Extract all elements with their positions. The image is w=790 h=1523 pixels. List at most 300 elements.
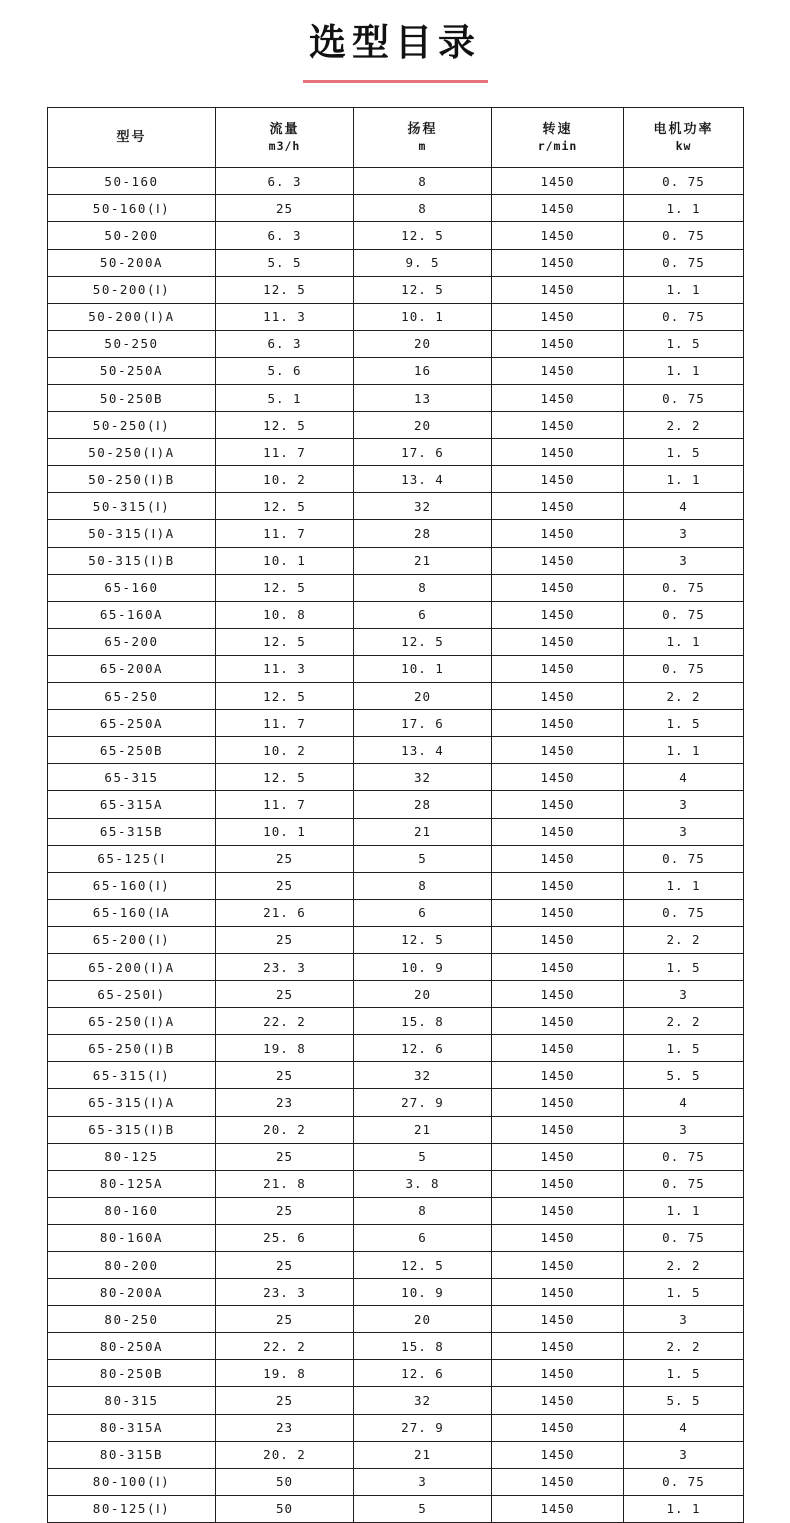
cell-flow: 20. 2 — [216, 1441, 354, 1468]
cell-speed: 1450 — [492, 493, 624, 520]
table-row — [48, 926, 744, 953]
cell-power: 1. 1 — [624, 195, 744, 222]
table-row — [48, 303, 744, 330]
cell-head: 6 — [354, 899, 492, 926]
cell-model: 50-250A — [48, 357, 216, 384]
table-row — [48, 330, 744, 357]
table-row — [48, 1224, 744, 1251]
cell-model: 80-315A — [48, 1414, 216, 1441]
cell-model: 80-315 — [48, 1387, 216, 1414]
cell-head: 20 — [354, 683, 492, 710]
cell-head: 8 — [354, 168, 492, 195]
column-header-flow-main: 流量 — [269, 121, 300, 137]
table-row — [48, 628, 744, 655]
cell-flow: 23. 3 — [216, 953, 354, 980]
table-row — [48, 1441, 744, 1468]
cell-power: 1. 1 — [624, 628, 744, 655]
cell-head: 17. 6 — [354, 439, 492, 466]
cell-flow: 11. 7 — [216, 791, 354, 818]
cell-flow: 12. 5 — [216, 276, 354, 303]
table-row — [48, 1197, 744, 1224]
cell-model: 65-200(Ⅰ)A — [48, 953, 216, 980]
cell-model: 50-250(Ⅰ) — [48, 412, 216, 439]
cell-model: 50-200(Ⅰ) — [48, 276, 216, 303]
cell-head: 21 — [354, 547, 492, 574]
cell-head: 21 — [354, 1116, 492, 1143]
cell-speed: 1450 — [492, 1279, 624, 1306]
table-row — [48, 574, 744, 601]
cell-speed: 1450 — [492, 1387, 624, 1414]
table-row — [48, 276, 744, 303]
cell-speed: 1450 — [492, 1333, 624, 1360]
cell-power: 0. 75 — [624, 1143, 744, 1170]
table-header — [48, 108, 744, 168]
cell-power: 3 — [624, 547, 744, 574]
cell-model: 65-315(Ⅰ)B — [48, 1116, 216, 1143]
cell-head: 32 — [354, 493, 492, 520]
cell-power: 5. 5 — [624, 1062, 744, 1089]
cell-head: 8 — [354, 195, 492, 222]
cell-head: 12. 5 — [354, 276, 492, 303]
cell-power: 1. 5 — [624, 710, 744, 737]
cell-flow: 25 — [216, 1306, 354, 1333]
cell-speed: 1450 — [492, 791, 624, 818]
cell-power: 3 — [624, 818, 744, 845]
cell-head: 28 — [354, 520, 492, 547]
cell-head: 8 — [354, 1197, 492, 1224]
cell-flow: 6. 3 — [216, 222, 354, 249]
cell-speed: 1450 — [492, 1062, 624, 1089]
table-row — [48, 249, 744, 276]
cell-flow: 25 — [216, 1143, 354, 1170]
cell-flow: 11. 3 — [216, 303, 354, 330]
cell-flow: 10. 1 — [216, 818, 354, 845]
cell-speed: 1450 — [492, 710, 624, 737]
cell-flow: 5. 1 — [216, 385, 354, 412]
cell-model: 50-315(Ⅰ)B — [48, 547, 216, 574]
column-header-head-main: 扬程 — [407, 121, 438, 137]
cell-power: 0. 75 — [624, 1468, 744, 1495]
cell-model: 65-160(Ⅰ) — [48, 872, 216, 899]
table-row — [48, 466, 744, 493]
cell-model: 50-250B — [48, 385, 216, 412]
cell-model: 65-315(Ⅰ) — [48, 1062, 216, 1089]
cell-power: 1. 1 — [624, 276, 744, 303]
cell-head: 10. 1 — [354, 303, 492, 330]
cell-flow: 12. 5 — [216, 412, 354, 439]
column-header-model — [48, 108, 216, 168]
cell-flow: 25 — [216, 1387, 354, 1414]
cell-power: 0. 75 — [624, 845, 744, 872]
cell-speed: 1450 — [492, 953, 624, 980]
table-row — [48, 1008, 744, 1035]
cell-flow: 21. 6 — [216, 899, 354, 926]
cell-speed: 1450 — [492, 899, 624, 926]
page-title: 选型目录 — [309, 21, 481, 64]
cell-speed: 1450 — [492, 168, 624, 195]
table-row — [48, 1306, 744, 1333]
cell-model: 50-315(Ⅰ) — [48, 493, 216, 520]
cell-head: 17. 6 — [354, 710, 492, 737]
cell-flow: 12. 5 — [216, 764, 354, 791]
cell-model: 50-160(Ⅰ) — [48, 195, 216, 222]
cell-speed: 1450 — [492, 1252, 624, 1279]
cell-head: 13. 4 — [354, 737, 492, 764]
cell-flow: 19. 8 — [216, 1035, 354, 1062]
table-row — [48, 953, 744, 980]
table-row — [48, 1143, 744, 1170]
cell-head: 27. 9 — [354, 1414, 492, 1441]
cell-model: 65-315A — [48, 791, 216, 818]
table-row — [48, 764, 744, 791]
cell-model: 80-160A — [48, 1224, 216, 1251]
cell-flow: 21. 8 — [216, 1170, 354, 1197]
cell-speed: 1450 — [492, 1495, 624, 1522]
cell-flow: 5. 6 — [216, 357, 354, 384]
table-row — [48, 737, 744, 764]
cell-head: 27. 9 — [354, 1089, 492, 1116]
column-header-speed — [492, 108, 624, 168]
table-row — [48, 168, 744, 195]
cell-power: 2. 2 — [624, 1252, 744, 1279]
cell-power: 0. 75 — [624, 601, 744, 628]
column-header-model-main: 型号 — [116, 129, 147, 145]
cell-power: 1. 1 — [624, 1197, 744, 1224]
cell-power: 1. 5 — [624, 1279, 744, 1306]
cell-speed: 1450 — [492, 195, 624, 222]
cell-model: 50-200(Ⅰ)A — [48, 303, 216, 330]
header-row — [48, 108, 744, 168]
cell-speed: 1450 — [492, 1089, 624, 1116]
cell-power: 2. 2 — [624, 412, 744, 439]
table-body — [48, 168, 744, 1523]
cell-speed: 1450 — [492, 872, 624, 899]
cell-power: 2. 2 — [624, 1008, 744, 1035]
cell-flow: 11. 7 — [216, 710, 354, 737]
cell-head: 5 — [354, 1495, 492, 1522]
column-header-speed-main: 转速 — [542, 121, 573, 137]
table-row — [48, 493, 744, 520]
cell-model: 80-250 — [48, 1306, 216, 1333]
cell-model: 80-125 — [48, 1143, 216, 1170]
cell-head: 5 — [354, 845, 492, 872]
cell-flow: 10. 2 — [216, 466, 354, 493]
cell-speed: 1450 — [492, 547, 624, 574]
cell-head: 21 — [354, 1441, 492, 1468]
cell-flow: 12. 5 — [216, 683, 354, 710]
table-row — [48, 412, 744, 439]
cell-power: 3 — [624, 791, 744, 818]
cell-model: 65-125(Ⅰ — [48, 845, 216, 872]
cell-flow: 25 — [216, 195, 354, 222]
cell-head: 21 — [354, 818, 492, 845]
cell-speed: 1450 — [492, 818, 624, 845]
cell-model: 80-160 — [48, 1197, 216, 1224]
cell-head: 13. 4 — [354, 466, 492, 493]
cell-head: 12. 6 — [354, 1360, 492, 1387]
cell-speed: 1450 — [492, 574, 624, 601]
cell-flow: 10. 8 — [216, 601, 354, 628]
table-row — [48, 710, 744, 737]
table-container — [0, 83, 790, 1523]
cell-head: 32 — [354, 1062, 492, 1089]
cell-speed: 1450 — [492, 276, 624, 303]
cell-power: 0. 75 — [624, 574, 744, 601]
cell-flow: 23. 3 — [216, 1279, 354, 1306]
table-row — [48, 547, 744, 574]
cell-flow: 25 — [216, 872, 354, 899]
cell-power: 0. 75 — [624, 899, 744, 926]
cell-flow: 23 — [216, 1089, 354, 1116]
cell-flow: 11. 7 — [216, 520, 354, 547]
cell-model: 80-200A — [48, 1279, 216, 1306]
cell-power: 1. 1 — [624, 872, 744, 899]
cell-power: 0. 75 — [624, 1170, 744, 1197]
cell-flow: 25 — [216, 1197, 354, 1224]
column-header-power-main: 电机功率 — [653, 121, 714, 137]
cell-head: 15. 8 — [354, 1333, 492, 1360]
cell-head: 8 — [354, 574, 492, 601]
cell-model: 65-250B — [48, 737, 216, 764]
cell-flow: 25 — [216, 1062, 354, 1089]
table-row — [48, 655, 744, 682]
table-row — [48, 845, 744, 872]
cell-flow: 10. 1 — [216, 547, 354, 574]
cell-model: 50-250(Ⅰ)A — [48, 439, 216, 466]
table-row — [48, 872, 744, 899]
cell-speed: 1450 — [492, 1360, 624, 1387]
table-row — [48, 791, 744, 818]
column-header-flow — [216, 108, 354, 168]
cell-power: 5. 5 — [624, 1387, 744, 1414]
cell-power: 1. 5 — [624, 439, 744, 466]
cell-head: 10. 9 — [354, 1279, 492, 1306]
cell-power: 0. 75 — [624, 385, 744, 412]
cell-speed: 1450 — [492, 1170, 624, 1197]
cell-model: 80-250B — [48, 1360, 216, 1387]
cell-model: 50-160 — [48, 168, 216, 195]
table-row — [48, 1360, 744, 1387]
cell-model: 80-315B — [48, 1441, 216, 1468]
table-row — [48, 1116, 744, 1143]
table-row — [48, 1035, 744, 1062]
cell-head: 15. 8 — [354, 1008, 492, 1035]
cell-model: 50-200 — [48, 222, 216, 249]
cell-power: 1. 5 — [624, 953, 744, 980]
cell-head: 6 — [354, 1224, 492, 1251]
cell-flow: 25 — [216, 926, 354, 953]
cell-speed: 1450 — [492, 1441, 624, 1468]
cell-head: 12. 5 — [354, 1252, 492, 1279]
cell-power: 2. 2 — [624, 926, 744, 953]
cell-model: 65-160A — [48, 601, 216, 628]
cell-speed: 1450 — [492, 520, 624, 547]
cell-power: 4 — [624, 1089, 744, 1116]
table-row — [48, 899, 744, 926]
cell-speed: 1450 — [492, 981, 624, 1008]
cell-head: 5 — [354, 1143, 492, 1170]
column-header-power-sub: kw — [675, 139, 692, 154]
cell-power: 3 — [624, 981, 744, 1008]
cell-power: 0. 75 — [624, 249, 744, 276]
cell-model: 65-250(Ⅰ)B — [48, 1035, 216, 1062]
table-row — [48, 981, 744, 1008]
table-row — [48, 683, 744, 710]
cell-model: 65-200 — [48, 628, 216, 655]
cell-flow: 12. 5 — [216, 628, 354, 655]
cell-head: 10. 1 — [354, 655, 492, 682]
cell-speed: 1450 — [492, 222, 624, 249]
cell-head: 16 — [354, 357, 492, 384]
cell-speed: 1450 — [492, 1224, 624, 1251]
cell-head: 10. 9 — [354, 953, 492, 980]
table-row — [48, 601, 744, 628]
cell-power: 3 — [624, 520, 744, 547]
cell-model: 80-125A — [48, 1170, 216, 1197]
title-block — [0, 0, 790, 83]
cell-model: 80-200 — [48, 1252, 216, 1279]
table-row — [48, 385, 744, 412]
cell-head: 20 — [354, 330, 492, 357]
cell-speed: 1450 — [492, 385, 624, 412]
selection-catalog-table — [47, 107, 744, 1523]
cell-model: 50-250(Ⅰ)B — [48, 466, 216, 493]
column-header-power — [624, 108, 744, 168]
cell-model: 80-250A — [48, 1333, 216, 1360]
cell-flow: 25 — [216, 981, 354, 1008]
cell-flow: 23 — [216, 1414, 354, 1441]
cell-flow: 6. 3 — [216, 330, 354, 357]
cell-speed: 1450 — [492, 1197, 624, 1224]
cell-head: 12. 5 — [354, 926, 492, 953]
cell-power: 3 — [624, 1116, 744, 1143]
cell-head: 20 — [354, 1306, 492, 1333]
cell-speed: 1450 — [492, 655, 624, 682]
cell-head: 3. 8 — [354, 1170, 492, 1197]
cell-power: 0. 75 — [624, 168, 744, 195]
cell-model: 65-315 — [48, 764, 216, 791]
cell-speed: 1450 — [492, 1468, 624, 1495]
cell-model: 65-315B — [48, 818, 216, 845]
cell-model: 65-250(Ⅰ)A — [48, 1008, 216, 1035]
cell-power: 0. 75 — [624, 303, 744, 330]
cell-head: 8 — [354, 872, 492, 899]
cell-model: 65-200A — [48, 655, 216, 682]
table-row — [48, 1495, 744, 1522]
cell-flow: 20. 2 — [216, 1116, 354, 1143]
cell-model: 65-160(ⅠA — [48, 899, 216, 926]
cell-head: 3 — [354, 1468, 492, 1495]
cell-power: 4 — [624, 1414, 744, 1441]
table-row — [48, 520, 744, 547]
cell-speed: 1450 — [492, 764, 624, 791]
cell-power: 0. 75 — [624, 655, 744, 682]
cell-speed: 1450 — [492, 683, 624, 710]
cell-speed: 1450 — [492, 1414, 624, 1441]
cell-speed: 1450 — [492, 1306, 624, 1333]
cell-power: 1. 5 — [624, 1035, 744, 1062]
cell-power: 1. 1 — [624, 1495, 744, 1522]
cell-speed: 1450 — [492, 412, 624, 439]
cell-flow: 22. 2 — [216, 1333, 354, 1360]
cell-flow: 11. 7 — [216, 439, 354, 466]
cell-model: 65-250Ⅰ) — [48, 981, 216, 1008]
cell-flow: 19. 8 — [216, 1360, 354, 1387]
table-row — [48, 222, 744, 249]
cell-power: 1. 5 — [624, 330, 744, 357]
cell-flow: 12. 5 — [216, 493, 354, 520]
cell-model: 50-250 — [48, 330, 216, 357]
column-header-speed-sub: r/min — [537, 139, 578, 154]
cell-head: 13 — [354, 385, 492, 412]
cell-model: 65-160 — [48, 574, 216, 601]
cell-power: 4 — [624, 493, 744, 520]
cell-power: 3 — [624, 1441, 744, 1468]
cell-head: 9. 5 — [354, 249, 492, 276]
cell-model: 80-125(Ⅰ) — [48, 1495, 216, 1522]
cell-flow: 50 — [216, 1495, 354, 1522]
cell-power: 0. 75 — [624, 1224, 744, 1251]
cell-speed: 1450 — [492, 1116, 624, 1143]
table-row — [48, 1089, 744, 1116]
table-row — [48, 1387, 744, 1414]
table-row — [48, 1170, 744, 1197]
cell-head: 20 — [354, 981, 492, 1008]
table-row — [48, 818, 744, 845]
cell-head: 20 — [354, 412, 492, 439]
cell-flow: 11. 3 — [216, 655, 354, 682]
cell-speed: 1450 — [492, 628, 624, 655]
table-row — [48, 1468, 744, 1495]
cell-flow: 25 — [216, 845, 354, 872]
cell-flow: 5. 5 — [216, 249, 354, 276]
cell-power: 1. 1 — [624, 466, 744, 493]
table-row — [48, 1062, 744, 1089]
cell-flow: 50 — [216, 1468, 354, 1495]
cell-power: 2. 2 — [624, 1333, 744, 1360]
cell-speed: 1450 — [492, 601, 624, 628]
cell-speed: 1450 — [492, 330, 624, 357]
column-header-head — [354, 108, 492, 168]
table-row — [48, 1333, 744, 1360]
cell-speed: 1450 — [492, 439, 624, 466]
cell-model: 50-315(Ⅰ)A — [48, 520, 216, 547]
cell-flow: 25. 6 — [216, 1224, 354, 1251]
cell-power: 1. 1 — [624, 357, 744, 384]
cell-speed: 1450 — [492, 845, 624, 872]
cell-model: 80-100(Ⅰ) — [48, 1468, 216, 1495]
cell-model: 65-315(Ⅰ)A — [48, 1089, 216, 1116]
cell-model: 65-250 — [48, 683, 216, 710]
cell-head: 32 — [354, 764, 492, 791]
cell-head: 32 — [354, 1387, 492, 1414]
cell-speed: 1450 — [492, 303, 624, 330]
cell-flow: 10. 2 — [216, 737, 354, 764]
cell-model: 65-250A — [48, 710, 216, 737]
cell-power: 1. 5 — [624, 1360, 744, 1387]
cell-head: 12. 6 — [354, 1035, 492, 1062]
cell-head: 6 — [354, 601, 492, 628]
cell-speed: 1450 — [492, 1143, 624, 1170]
cell-speed: 1450 — [492, 737, 624, 764]
column-header-head-sub: m — [418, 139, 427, 154]
table-row — [48, 357, 744, 384]
table-row — [48, 1252, 744, 1279]
cell-flow: 25 — [216, 1252, 354, 1279]
table-row — [48, 1414, 744, 1441]
cell-flow: 22. 2 — [216, 1008, 354, 1035]
cell-power: 3 — [624, 1306, 744, 1333]
